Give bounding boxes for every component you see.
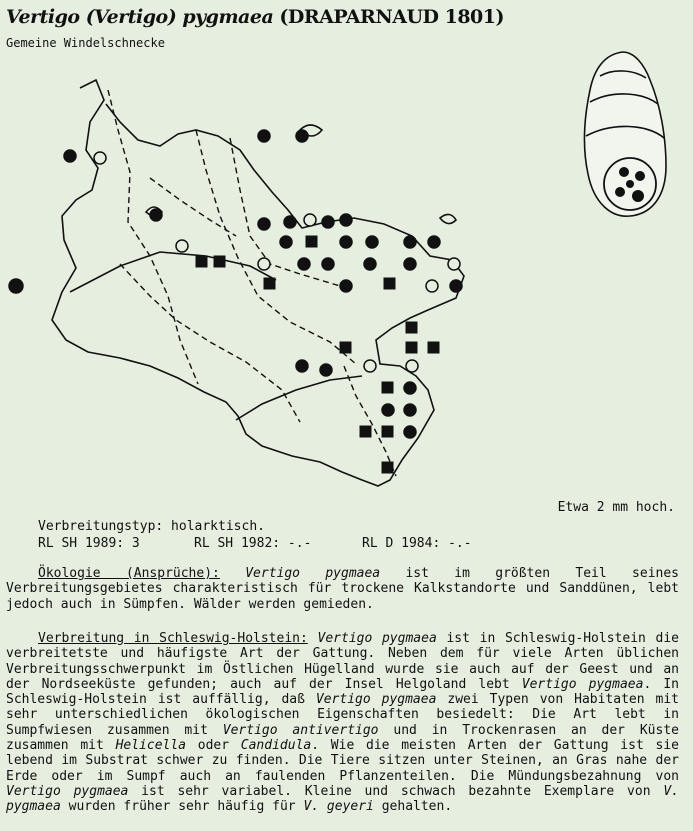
species-name: pygmaea <box>182 6 274 28</box>
record-circle <box>364 360 376 372</box>
rl-sh-1989: RL SH 1989: 3 <box>38 536 140 551</box>
size-note: Etwa 2 mm hoch. <box>557 500 675 515</box>
genus-name: Vertigo <box>6 6 80 28</box>
record-square <box>306 236 317 247</box>
record-circle <box>94 152 106 164</box>
rl-sh-1982: RL SH 1982: -.- <box>194 536 312 551</box>
record-square <box>214 256 225 267</box>
distribution-type: Verbreitungstyp: holarktisch. <box>38 519 265 534</box>
record-circle <box>406 360 418 372</box>
record-circle <box>382 404 394 416</box>
record-square <box>360 426 371 437</box>
oekologie-heading: Ökologie (Ansprüche): <box>38 566 220 581</box>
map-coastline <box>52 80 464 486</box>
verbreitung-heading: Verbreitung in Schleswig-Holstein: <box>38 631 308 646</box>
record-circle <box>340 214 352 226</box>
map-lake <box>440 214 456 223</box>
record-circle <box>404 404 416 416</box>
record-circle <box>450 280 462 292</box>
map-river <box>236 376 362 420</box>
record-square <box>382 462 393 473</box>
verbreitung-paragraph: Verbreitung in Schleswig-Holstein: Vertigo pygmaea ist in Schleswig-Holstein die verbreitetste und häufigste Art der Gattung. Neben dem für viele Arten üblichen Verbreitungsschwerpunkt im Östlichen Hügelland wurde sie auch auf der Geest und an der Nordseeküste gefunden; auch auf der Insel Helgoland lebt Vertigo pygmaea. In Schleswig-Holstein ist auffällig, daß Vertigo pygmaea zwei Typen von Habitaten mit sehr unterschiedlichen ökologischen Eigenschaften besiedelt: Die Art lebt in Sumpfwiesen zusammen mit Vertigo antivertigo und in Trockenrasen an der Küste zusammen mit Helicella oder Candidula. Wie die meisten Arten der Gattung ist sie lebend im Substrat schwer zu finden. Die Tiere sitzen unter Steinen, an Gras nahe der Erde oder im Sumpf auch an faulenden Pflanzenteilen. Die Mündungsbezahnung von Vertigo pygmaea ist sehr variabel. Kleine und schwach bezahnte Exemplare von V. pygmaea wurden früher sehr häufig für V. geyeri gehalten. <box>6 631 680 815</box>
record-circle <box>340 236 352 248</box>
record-circle <box>296 360 308 372</box>
record-circle <box>404 258 416 270</box>
record-square <box>264 278 275 289</box>
record-circle <box>258 218 270 230</box>
record-circle <box>428 236 440 248</box>
record-circle <box>296 130 308 142</box>
map-boundary <box>108 90 198 384</box>
record-square <box>382 426 393 437</box>
common-name: Gemeine Windelschnecke <box>6 36 165 50</box>
record-circle <box>280 236 292 248</box>
record-circle <box>404 426 416 438</box>
author-citation: (DRAPARNAUD 1801) <box>279 6 504 28</box>
record-circle <box>258 130 270 142</box>
distribution-map <box>0 60 480 500</box>
record-circle <box>298 258 310 270</box>
record-circle <box>258 258 270 270</box>
record-circle <box>448 258 460 270</box>
snail-shell-illustration <box>568 46 678 226</box>
record-circle <box>404 236 416 248</box>
species-mention: Vertigo pygmaea <box>245 566 381 581</box>
record-square <box>428 342 439 353</box>
record-square <box>406 342 417 353</box>
record-circle <box>322 258 334 270</box>
record-circle <box>426 280 438 292</box>
record-circle <box>150 209 162 221</box>
record-circle <box>176 240 188 252</box>
record-circle <box>366 236 378 248</box>
map-boundary <box>196 130 356 364</box>
record-square <box>196 256 207 267</box>
record-circle <box>304 214 316 226</box>
rl-d-1984: RL D 1984: -.- <box>362 536 472 551</box>
record-square <box>406 322 417 333</box>
record-circle <box>340 280 352 292</box>
species-title <box>6 6 504 28</box>
record-circle <box>320 364 332 376</box>
record-circle <box>64 150 76 162</box>
record-circle <box>404 382 416 394</box>
record-square <box>382 382 393 393</box>
record-square <box>340 342 351 353</box>
record-circle <box>364 258 376 270</box>
record-square <box>384 278 395 289</box>
record-circle <box>284 216 296 228</box>
subgenus-name: (Vertigo) <box>85 6 177 28</box>
record-circle <box>322 216 334 228</box>
map-boundary <box>150 178 236 236</box>
oekologie-paragraph: Ökologie (Ansprüche): Vertigo pygmaea ist im größten Teil seines Verbreitungsgebietes charakteristisch für trockene Kalkstandorte und Sanddünen, lebt jedoch auch in Sümpfen. Wälder werden gemieden. <box>6 566 679 612</box>
record-circle <box>9 279 23 293</box>
